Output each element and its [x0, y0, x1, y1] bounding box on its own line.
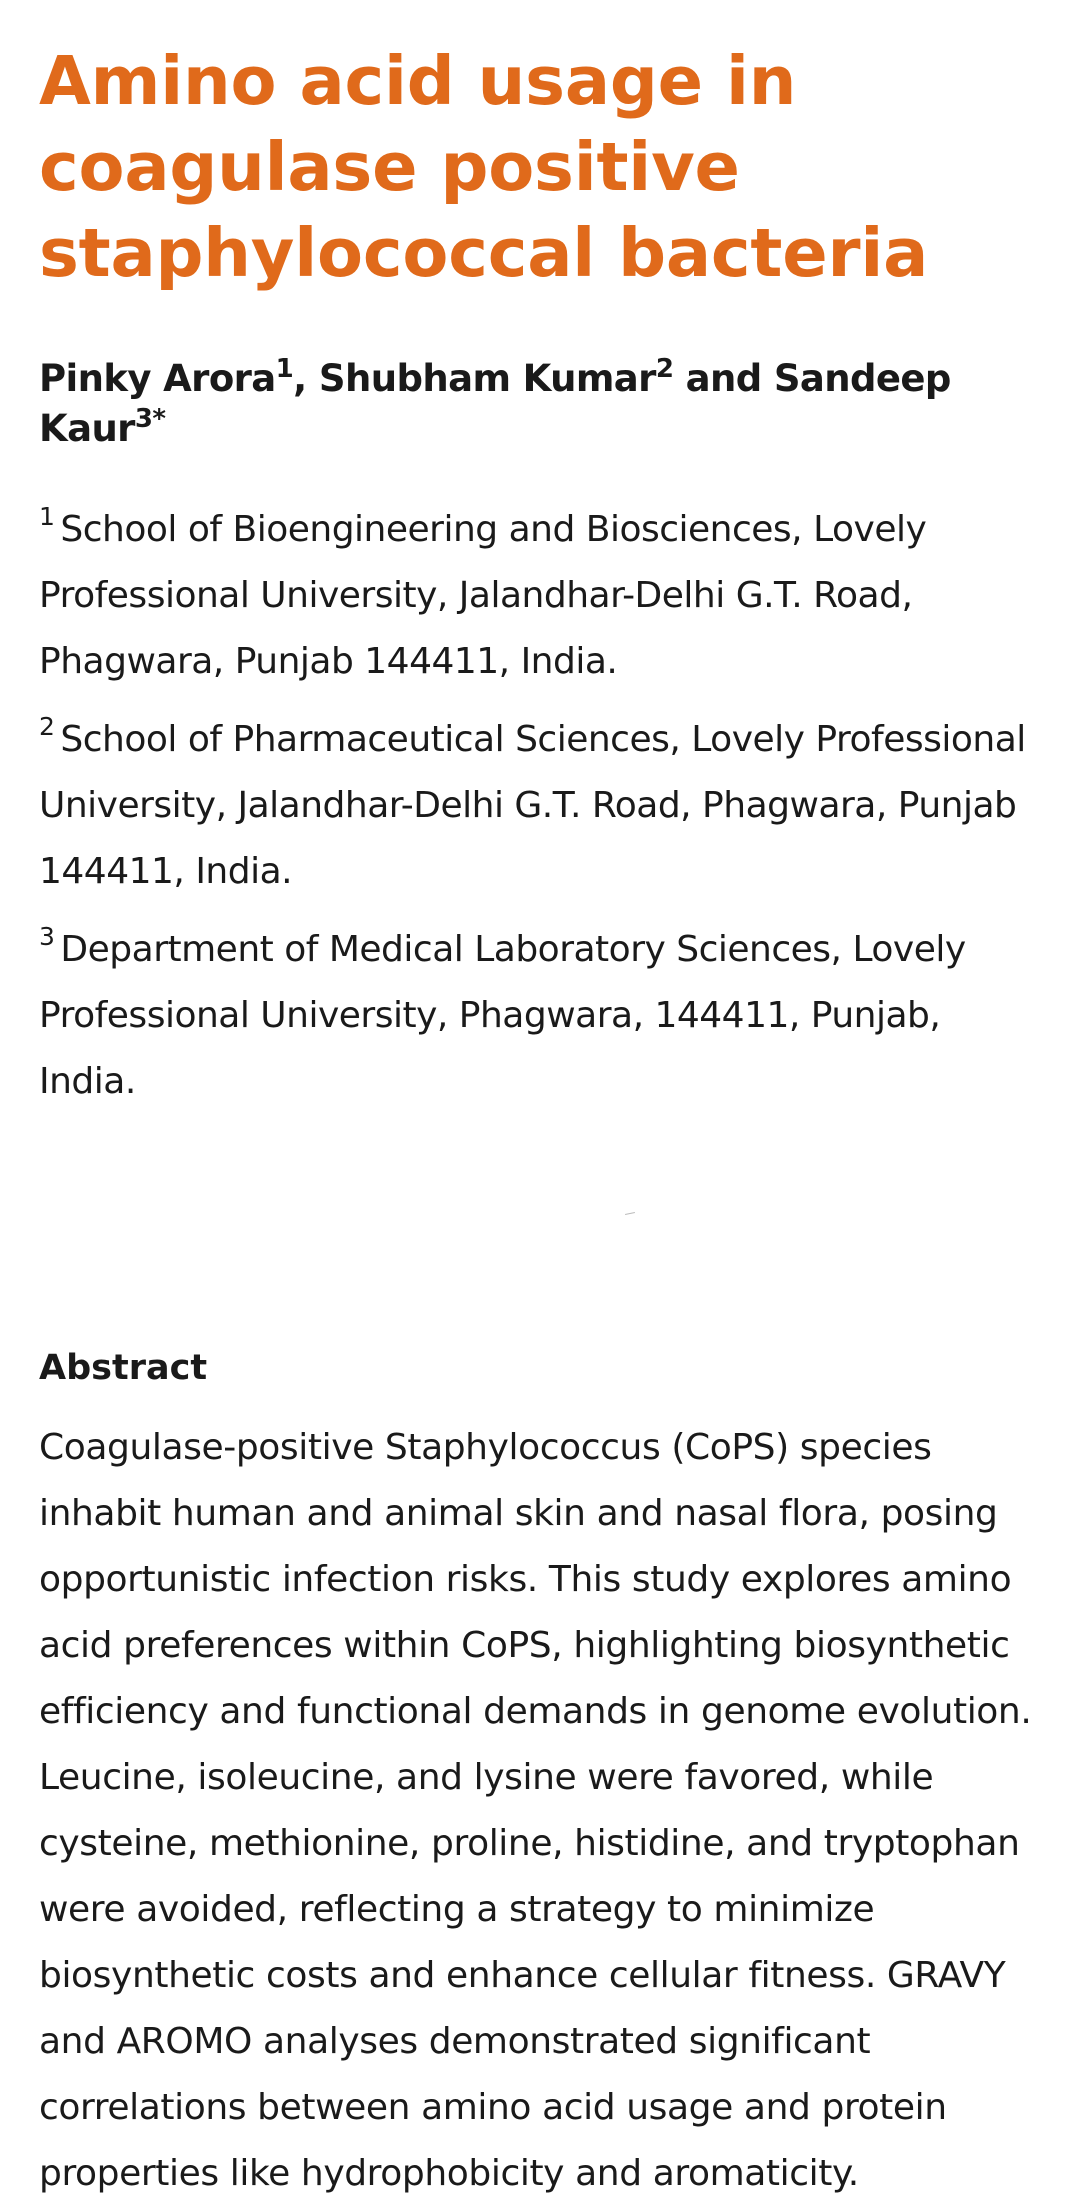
abstract-text: Coagulase-positive Staphylococcus (CoPS) species inhabit human and animal skin and nasal flora, posing opportunistic infection risks. This study explores amino acid preferences within CoPS, highlighting biosynthetic efficiency and functional demands in genome evolution. Leucine, isoleucine, and lysine were favored, while cysteine, methionine, proline, histidine, and tryptophan were avoided, reflecting a strategy to minimize biosynthetic costs and enhance cellular fitness. GRAVY and AROMO analyses demonstrated significant correlations between amino acid usage and protein properties like hydrophobicity and aromaticity.: [39, 1427, 1032, 2194]
author-separator: and: [673, 357, 774, 400]
affiliation-number: 3: [39, 922, 55, 951]
paper-title: Amino acid usage in coagulase positive staphylococcal bacteria: [39, 42, 929, 292]
affiliation-number: 1: [39, 502, 55, 531]
author-name: Pinky Arora: [39, 357, 276, 400]
author-affiliation-mark: 3*: [134, 404, 166, 434]
abstract-heading: Abstract: [39, 1348, 208, 1388]
author-list: [39, 354, 1040, 454]
author-name: Sandeep Kaur: [39, 357, 951, 450]
affiliation-text: School of Bioengineering and Biosciences, Lovely Professional University, Jalandhar-Delhi G.T. Road, Phagwara, Punjab 144411, India.: [39, 509, 927, 682]
affiliation-text: Department of Medical Laboratory Sciences, Lovely Professional University, Phagwara, 144411, Punjab, India.: [39, 929, 966, 1102]
affiliation-item: [39, 707, 1040, 905]
author-affiliation-mark: 1: [275, 354, 294, 384]
author-affiliation-mark: 2: [655, 354, 674, 384]
affiliation-text: School of Pharmaceutical Sciences, Lovely Professional University, Jalandhar-Delhi G.T. Road, Phagwara, Punjab 144411, India.: [39, 719, 1026, 892]
decorative-mark: [625, 1212, 635, 1215]
affiliation-item: [39, 917, 1040, 1115]
affiliation-item: [39, 497, 1040, 695]
author-separator: ,: [293, 357, 319, 400]
author-name: Shubham Kumar: [318, 357, 656, 400]
affiliation-list: [39, 497, 1040, 1115]
affiliation-number: 2: [39, 712, 55, 741]
